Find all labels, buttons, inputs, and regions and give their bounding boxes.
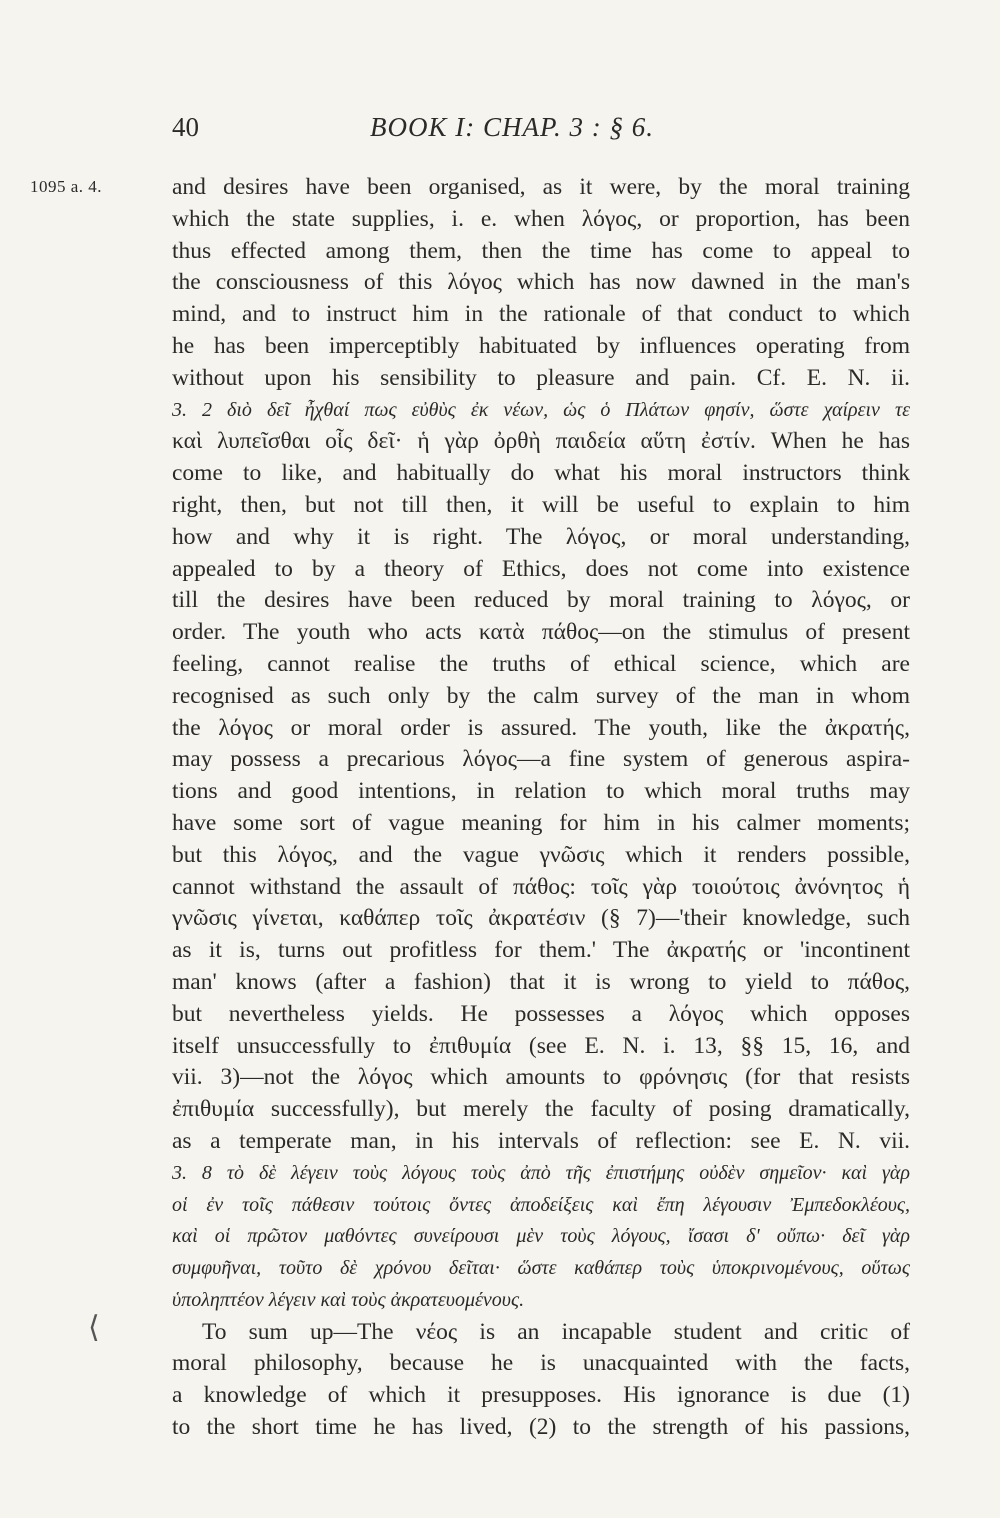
text-line: may possess a precarious λόγος—a fine system of generous aspira- xyxy=(172,746,910,773)
text-line: till the desires have been reduced by moral training to λόγος, or xyxy=(172,587,910,614)
greek-quote-line: 3. 2 διὸ δεῖ ἦχθαί πως εὐθὺς ἐκ νέων, ὡς ὁ Πλάτων φησίν, ὥστε χαίρειν τε xyxy=(172,398,910,421)
greek-quote-line: συμφυῆναι, τοῦτο δὲ χρόνου δεῖται· ὥστε καθάπερ τοὺς ὑποκρινομένους, οὕτως xyxy=(172,1257,910,1280)
margin-reference: 1095 a. 4. xyxy=(30,177,103,196)
text-line: moral philosophy, because he is unacquainted with the facts, xyxy=(172,1350,910,1377)
text-line: γνῶσις γίνεται, καθάπερ τοῖς ἀκρατέσιν (§ 7)—'their knowledge, such xyxy=(172,905,910,932)
text-line: man' knows (after a fashion) that it is wrong to yield to πάθος, xyxy=(172,968,910,995)
page-number: 40 xyxy=(172,112,199,142)
text-line: he has been imperceptibly habituated by influences operating from xyxy=(172,332,910,359)
text-line: how and why it is right. The λόγος, or moral understanding, xyxy=(172,523,910,550)
text-line: a knowledge of which it presupposes. His ignorance is due (1) xyxy=(172,1382,910,1409)
running-head: BOOK I: CHAP. 3 : § 6. xyxy=(370,112,654,142)
greek-quote-line: 3. 8 τὸ δὲ λέγειν τοὺς λόγους τοὺς ἀπὸ τῆς ἐπιστήμης οὐδὲν σημεῖον· καὶ γὰρ xyxy=(172,1161,910,1184)
text-line: vii. 3)—not the λόγος which amounts to φρόνησις (for that resists xyxy=(172,1064,910,1091)
text-line: as a temperate man, in his intervals of reflection: see E. N. vii. xyxy=(172,1127,910,1154)
text-line: without upon his sensibility to pleasure and pain. Cf. E. N. ii. xyxy=(172,364,910,391)
text-line: cannot withstand the assault of πάθος: τοῖς γὰρ τοιούτοις ἀνόνητος ἡ xyxy=(172,873,910,900)
text-line: order. The youth who acts κατὰ πάθος—on the stimulus of present xyxy=(172,619,910,646)
margin-pencil-mark: ⟨ xyxy=(88,1311,100,1344)
text-line: right, then, but not till then, it will be useful to explain to him xyxy=(172,491,910,518)
text-line: the λόγος or moral order is assured. The youth, like the ἀκρατής, xyxy=(172,714,910,741)
text-line: but nevertheless yields. He possesses a λόγος which opposes xyxy=(172,1000,910,1027)
text-line: but this λόγος, and the vague γνῶσις which it renders possible, xyxy=(172,841,910,868)
greek-quote-line: οἱ ἐν τοῖς πάθεσιν τούτοις ὄντες ἀποδείξεις καὶ ἔπη λέγουσιν Ἐμπεδοκλέους, xyxy=(172,1193,910,1216)
text-line: have some sort of vague meaning for him in his calmer moments; xyxy=(172,809,910,836)
text-line: the consciousness of this λόγος which has now dawned in the man's xyxy=(172,269,910,296)
text-line: recognised as such only by the calm survey of the man in whom xyxy=(172,682,910,709)
text-line: feeling, cannot realise the truths of ethical science, which are xyxy=(172,650,910,677)
greek-quote-line: καὶ οἱ πρῶτον μαθόντες συνείρουσι μὲν τοὺς λόγους, ἴσασι δ' οὔπω· δεῖ γὰρ xyxy=(172,1225,910,1248)
text-line: appealed to by a theory of Ethics, does not come into existence xyxy=(172,555,910,582)
page-header xyxy=(172,112,912,152)
text-line: thus effected among them, then the time has come to appeal to xyxy=(172,237,910,264)
text-line: come to like, and habitually do what his moral instructors think xyxy=(172,460,910,487)
text-line: To sum up—The νέος is an incapable student and critic of xyxy=(202,1318,910,1345)
body-text xyxy=(172,172,910,1444)
text-line: as it is, turns out profitless for them.' The ἀκρατής or 'incontinent xyxy=(172,937,910,964)
text-line: ἐπιθυμία successfully), but merely the faculty of posing dramatically, xyxy=(172,1096,910,1123)
text-line: which the state supplies, i. e. when λόγος, or proportion, has been xyxy=(172,205,910,232)
text-line: to the short time he has lived, (2) to the strength of his passions, xyxy=(172,1414,910,1441)
text-line: mind, and to instruct him in the rationale of that conduct to which xyxy=(172,301,910,328)
text-line: itself unsuccessfully to ἐπιθυμία (see E. N. i. 13, §§ 15, 16, and xyxy=(172,1032,910,1059)
text-line: and desires have been organised, as it were, by the moral training xyxy=(172,174,910,200)
text-line: tions and good intentions, in relation to which moral truths may xyxy=(172,778,910,805)
greek-quote-line: ὑποληπτέον λέγειν καὶ τοὺς ἀκρατευομένους. xyxy=(172,1288,525,1311)
text-line: καὶ λυπεῖσθαι οἷς δεῖ· ἡ γὰρ ὀρθὴ παιδεία αὕτη ἐστίν. When he has xyxy=(172,428,910,455)
